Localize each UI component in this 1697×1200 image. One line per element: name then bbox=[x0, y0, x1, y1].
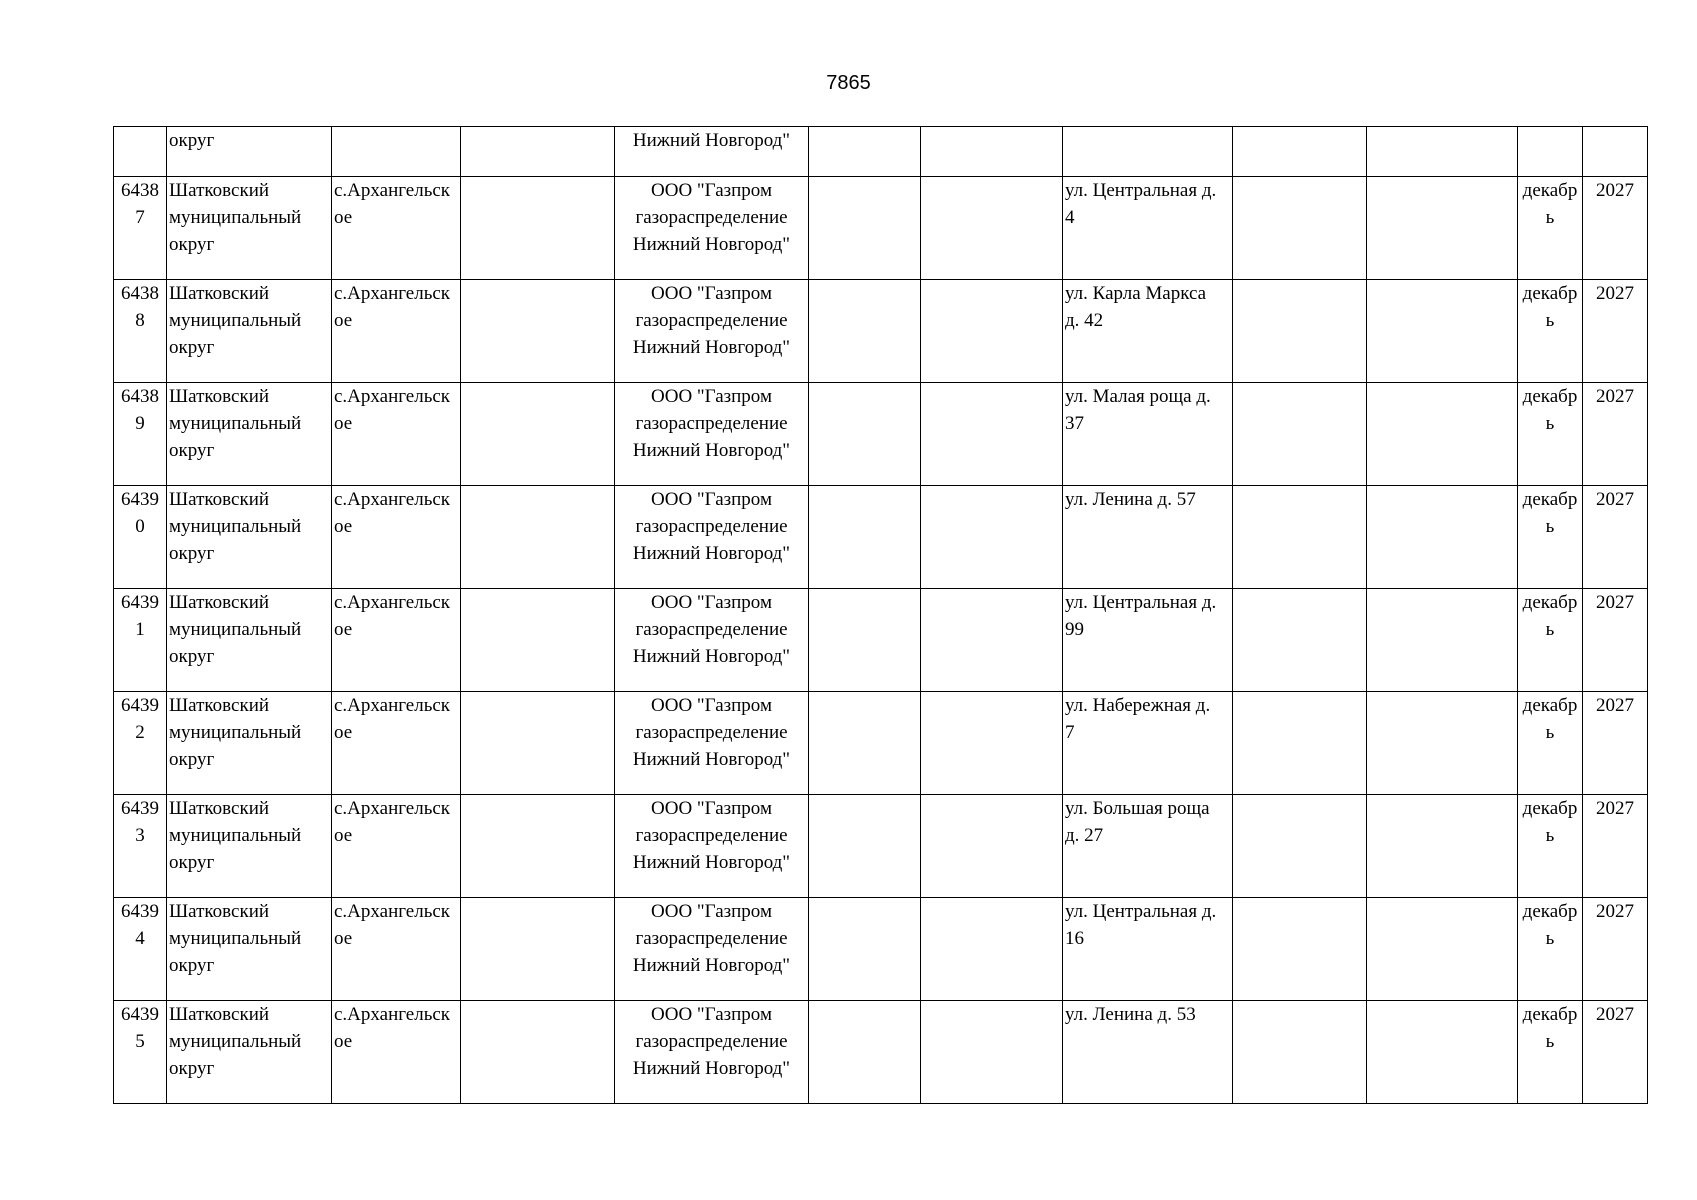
cell-org-line: газораспределение bbox=[635, 516, 788, 537]
cell-address bbox=[1063, 795, 1233, 898]
cell-district-line: Шатковский bbox=[169, 901, 270, 922]
cell-place-line: ое bbox=[334, 825, 353, 846]
cell-district-line: округ bbox=[169, 955, 215, 976]
cell-empty bbox=[1367, 795, 1518, 898]
cell-address-line: ул. Карла Маркса bbox=[1065, 283, 1207, 304]
cell-empty bbox=[461, 127, 615, 177]
cell-address bbox=[1063, 177, 1233, 280]
cell-month bbox=[1518, 127, 1583, 177]
cell-place bbox=[332, 383, 461, 486]
cell-empty bbox=[1367, 692, 1518, 795]
cell-district-line: округ bbox=[169, 337, 215, 358]
cell-month-line: декабр bbox=[1522, 901, 1578, 922]
table-row bbox=[114, 280, 1648, 383]
cell-month bbox=[1518, 486, 1583, 589]
cell-org-line: газораспределение bbox=[635, 619, 788, 640]
cell-address bbox=[1063, 383, 1233, 486]
cell-empty bbox=[809, 589, 921, 692]
cell-district-line: Шатковский bbox=[169, 180, 270, 201]
cell-org bbox=[615, 795, 809, 898]
cell-month-line: декабр bbox=[1522, 180, 1578, 201]
cell-address-line: ул. Ленина д. 57 bbox=[1065, 489, 1196, 510]
cell-empty bbox=[809, 177, 921, 280]
cell-empty bbox=[1233, 486, 1367, 589]
cell-empty bbox=[1367, 589, 1518, 692]
cell-address bbox=[1063, 127, 1233, 177]
cell-num-line: 5 bbox=[135, 1031, 145, 1052]
cell-address bbox=[1063, 1001, 1233, 1104]
cell-place-line: ое bbox=[334, 928, 353, 949]
cell-place bbox=[332, 898, 461, 1001]
cell-district-line: округ bbox=[169, 234, 215, 255]
cell-empty bbox=[921, 280, 1063, 383]
cell-place bbox=[332, 486, 461, 589]
cell-month bbox=[1518, 795, 1583, 898]
cell-empty bbox=[809, 280, 921, 383]
cell-address-line: 99 bbox=[1065, 619, 1084, 640]
cell-month bbox=[1518, 589, 1583, 692]
table-row bbox=[114, 795, 1648, 898]
cell-year: 2027 bbox=[1583, 795, 1648, 898]
cell-empty bbox=[1233, 692, 1367, 795]
cell-place-line: ое bbox=[334, 413, 353, 434]
cell-org bbox=[615, 486, 809, 589]
cell-org-line: газораспределение bbox=[635, 825, 788, 846]
cell-district-line: муниципальный bbox=[169, 1031, 302, 1052]
cell-empty bbox=[461, 486, 615, 589]
cell-district-line: муниципальный bbox=[169, 619, 302, 640]
cell-month-line: декабр bbox=[1522, 283, 1578, 304]
cell-empty bbox=[921, 177, 1063, 280]
cell-month-line: ь bbox=[1545, 619, 1555, 640]
cell-org-line: ООО "Газпром bbox=[651, 592, 772, 613]
cell-address-line: ул. Набережная д. bbox=[1065, 695, 1211, 716]
cell-num-line: 6439 bbox=[121, 901, 159, 922]
cell-empty bbox=[1367, 383, 1518, 486]
cell-place-line: с.Архангельск bbox=[334, 1004, 451, 1025]
cell-empty bbox=[921, 898, 1063, 1001]
cell-address bbox=[1063, 280, 1233, 383]
cell-place-line: с.Архангельск bbox=[334, 489, 451, 510]
cell-num-line: 1 bbox=[135, 619, 145, 640]
cell-empty bbox=[1367, 486, 1518, 589]
cell-month-line: ь bbox=[1545, 310, 1555, 331]
table-row bbox=[114, 692, 1648, 795]
cell-month-line: декабр bbox=[1522, 798, 1578, 819]
cell-month bbox=[1518, 177, 1583, 280]
cell-month-line: ь bbox=[1545, 825, 1555, 846]
table-row bbox=[114, 898, 1648, 1001]
cell-org-line: Нижний Новгород" bbox=[632, 646, 791, 667]
cell-empty bbox=[1233, 127, 1367, 177]
cell-place-line: с.Архангельск bbox=[334, 901, 451, 922]
cell-empty bbox=[1367, 127, 1518, 177]
cell-empty bbox=[1233, 383, 1367, 486]
cell-address-line: ул. Центральная д. bbox=[1065, 180, 1217, 201]
cell-month-line: ь bbox=[1545, 928, 1555, 949]
cell-place bbox=[332, 795, 461, 898]
cell-num-line: 7 bbox=[135, 207, 145, 228]
cell-num bbox=[114, 177, 167, 280]
cell-place bbox=[332, 1001, 461, 1104]
cell-num bbox=[114, 795, 167, 898]
cell-place bbox=[332, 692, 461, 795]
cell-num-line: 0 bbox=[135, 516, 145, 537]
cell-year: 2027 bbox=[1583, 280, 1648, 383]
cell-district bbox=[167, 486, 332, 589]
cell-place bbox=[332, 177, 461, 280]
cell-empty bbox=[461, 280, 615, 383]
cell-district-line: Шатковский bbox=[169, 283, 270, 304]
cell-org-line: Нижний Новгород" bbox=[632, 543, 791, 564]
table-row bbox=[114, 589, 1648, 692]
cell-month-line: ь bbox=[1545, 413, 1555, 434]
cell-address-line: д. 27 bbox=[1065, 825, 1104, 846]
cell-place-line: ое bbox=[334, 1031, 353, 1052]
cell-empty bbox=[921, 692, 1063, 795]
cell-month-line: декабр bbox=[1522, 489, 1578, 510]
cell-year: 2027 bbox=[1583, 177, 1648, 280]
cell-district-line: округ bbox=[169, 749, 215, 770]
cell-place-line: ое bbox=[334, 722, 353, 743]
cell-empty bbox=[1233, 795, 1367, 898]
cell-district bbox=[167, 280, 332, 383]
page-number: 7865 bbox=[826, 72, 871, 94]
cell-num-line: 3 bbox=[135, 825, 145, 846]
cell-empty bbox=[809, 1001, 921, 1104]
cell-place-line: ое bbox=[334, 516, 353, 537]
cell-org-line: ООО "Газпром bbox=[651, 180, 772, 201]
cell-org-line: Нижний Новгород" bbox=[632, 955, 791, 976]
cell-num bbox=[114, 692, 167, 795]
cell-org-line: газораспределение bbox=[635, 413, 788, 434]
cell-month-line: ь bbox=[1545, 207, 1555, 228]
cell-empty bbox=[921, 589, 1063, 692]
table-row bbox=[114, 177, 1648, 280]
cell-empty bbox=[921, 1001, 1063, 1104]
cell-district-line: муниципальный bbox=[169, 310, 302, 331]
cell-num bbox=[114, 383, 167, 486]
cell-place bbox=[332, 589, 461, 692]
cell-month bbox=[1518, 692, 1583, 795]
cell-empty bbox=[809, 898, 921, 1001]
cell-month-line: ь bbox=[1545, 1031, 1555, 1052]
cell-place-line: ое bbox=[334, 207, 353, 228]
cell-org-line: газораспределение bbox=[635, 722, 788, 743]
cell-district-line: Шатковский bbox=[169, 798, 270, 819]
cell-empty bbox=[1233, 177, 1367, 280]
cell-org bbox=[615, 383, 809, 486]
cell-num bbox=[114, 280, 167, 383]
cell-place bbox=[332, 127, 461, 177]
cell-empty bbox=[461, 177, 615, 280]
cell-district-line: муниципальный bbox=[169, 928, 302, 949]
cell-address-line: 16 bbox=[1065, 928, 1084, 949]
cell-month-line: декабр bbox=[1522, 386, 1578, 407]
data-table bbox=[113, 126, 1648, 1104]
cell-num-line: 6439 bbox=[121, 798, 159, 819]
cell-num-line: 6438 bbox=[121, 180, 159, 201]
cell-district bbox=[167, 1001, 332, 1104]
cell-address-line: ул. Ленина д. 53 bbox=[1065, 1004, 1196, 1025]
cell-district-line: муниципальный bbox=[169, 207, 302, 228]
cell-district-line: Шатковский bbox=[169, 592, 270, 613]
cell-empty bbox=[461, 692, 615, 795]
cell-place-line: с.Архангельск bbox=[334, 180, 451, 201]
table-row bbox=[114, 383, 1648, 486]
cell-num-line: 4 bbox=[135, 928, 145, 949]
cell-empty bbox=[921, 383, 1063, 486]
cell-num-line: 2 bbox=[135, 722, 145, 743]
cell-num-line: 9 bbox=[135, 413, 145, 434]
cell-org bbox=[615, 589, 809, 692]
cell-month-line: ь bbox=[1545, 722, 1555, 743]
cell-org-line: Нижний Новгород" bbox=[632, 337, 791, 358]
cell-year: 2027 bbox=[1583, 589, 1648, 692]
cell-district-line: Шатковский bbox=[169, 1004, 270, 1025]
cell-empty bbox=[1367, 280, 1518, 383]
cell-org-line: ООО "Газпром bbox=[651, 798, 772, 819]
cell-empty bbox=[921, 486, 1063, 589]
cell-org-line: ООО "Газпром bbox=[651, 901, 772, 922]
cell-address bbox=[1063, 898, 1233, 1001]
cell-address-line: 4 bbox=[1065, 207, 1075, 228]
cell-address-line: ул. Центральная д. bbox=[1065, 901, 1217, 922]
cell-year: 2027 bbox=[1583, 1001, 1648, 1104]
cell-year: 2027 bbox=[1583, 383, 1648, 486]
cell-empty bbox=[1233, 1001, 1367, 1104]
cell-num-line: 6438 bbox=[121, 283, 159, 304]
cell-empty bbox=[809, 692, 921, 795]
cell-place-line: с.Архангельск bbox=[334, 386, 451, 407]
cell-address-line: д. 42 bbox=[1065, 310, 1104, 331]
cell-month-line: ь bbox=[1545, 516, 1555, 537]
cell-org bbox=[615, 898, 809, 1001]
cell-place-line: с.Архангельск bbox=[334, 592, 451, 613]
cell-org-line: Нижний Новгород" bbox=[632, 1058, 791, 1079]
cell-month bbox=[1518, 898, 1583, 1001]
cell-month-line: декабр bbox=[1522, 1004, 1578, 1025]
cell-district: округ bbox=[167, 127, 332, 177]
cell-num-line: 6439 bbox=[121, 1004, 159, 1025]
cell-empty bbox=[1233, 280, 1367, 383]
cell-org: Нижний Новгород" bbox=[615, 127, 809, 177]
cell-num bbox=[114, 486, 167, 589]
cell-empty bbox=[1367, 1001, 1518, 1104]
cell-org-line: газораспределение bbox=[635, 310, 788, 331]
cell-address-line: ул. Центральная д. bbox=[1065, 592, 1217, 613]
cell-num bbox=[114, 898, 167, 1001]
cell-address bbox=[1063, 486, 1233, 589]
cell-org-line: ООО "Газпром bbox=[651, 1004, 772, 1025]
cell-district bbox=[167, 898, 332, 1001]
cell-empty bbox=[461, 383, 615, 486]
cell-district bbox=[167, 692, 332, 795]
cell-org-line: ООО "Газпром bbox=[651, 489, 772, 510]
cell-num bbox=[114, 127, 167, 177]
cell-org-line: ООО "Газпром bbox=[651, 283, 772, 304]
cell-empty bbox=[809, 486, 921, 589]
cell-org-line: газораспределение bbox=[635, 928, 788, 949]
cell-month-line: декабр bbox=[1522, 695, 1578, 716]
cell-empty bbox=[809, 127, 921, 177]
cell-empty bbox=[809, 383, 921, 486]
cell-empty bbox=[461, 589, 615, 692]
cell-num-line: 6438 bbox=[121, 386, 159, 407]
cell-month bbox=[1518, 280, 1583, 383]
cell-year: 2027 bbox=[1583, 692, 1648, 795]
cell-district-line: округ bbox=[169, 646, 215, 667]
cell-org-line: Нижний Новгород" bbox=[632, 234, 791, 255]
cell-month bbox=[1518, 1001, 1583, 1104]
cell-num bbox=[114, 1001, 167, 1104]
cell-address-line: 7 bbox=[1065, 722, 1075, 743]
cell-place-line: ое bbox=[334, 619, 353, 640]
cell-district-line: округ bbox=[169, 543, 215, 564]
cell-org bbox=[615, 177, 809, 280]
cell-empty bbox=[809, 795, 921, 898]
cell-org-line: Нижний Новгород" bbox=[632, 852, 791, 873]
cell-place-line: ое bbox=[334, 310, 353, 331]
cell-org-line: Нижний Новгород" bbox=[632, 440, 791, 461]
cell-district-line: муниципальный bbox=[169, 516, 302, 537]
cell-place-line: с.Архангельск bbox=[334, 283, 451, 304]
cell-empty bbox=[921, 795, 1063, 898]
cell-num bbox=[114, 589, 167, 692]
cell-district bbox=[167, 177, 332, 280]
cell-num-line: 8 bbox=[135, 310, 145, 331]
cell-district-line: Шатковский bbox=[169, 695, 270, 716]
cell-address-line: 37 bbox=[1065, 413, 1084, 434]
cell-address-line: ул. Большая роща bbox=[1065, 798, 1210, 819]
cell-year: 2027 bbox=[1583, 486, 1648, 589]
table-row bbox=[114, 486, 1648, 589]
cell-org-line: Нижний Новгород" bbox=[632, 749, 791, 770]
cell-district-line: Шатковский bbox=[169, 489, 270, 510]
cell-district bbox=[167, 589, 332, 692]
cell-num-line: 6439 bbox=[121, 592, 159, 613]
cell-org-line: газораспределение bbox=[635, 207, 788, 228]
cell-year: 2027 bbox=[1583, 898, 1648, 1001]
table-row-continuation bbox=[114, 127, 1648, 177]
cell-num-line: 6439 bbox=[121, 695, 159, 716]
cell-empty bbox=[921, 127, 1063, 177]
cell-empty bbox=[1233, 898, 1367, 1001]
cell-empty bbox=[461, 1001, 615, 1104]
cell-address-line: ул. Малая роща д. bbox=[1065, 386, 1211, 407]
cell-district bbox=[167, 383, 332, 486]
cell-place-line: с.Архангельск bbox=[334, 798, 451, 819]
cell-district bbox=[167, 795, 332, 898]
cell-district-line: муниципальный bbox=[169, 413, 302, 434]
cell-district-line: Шатковский bbox=[169, 386, 270, 407]
cell-org bbox=[615, 280, 809, 383]
cell-num-line: 6439 bbox=[121, 489, 159, 510]
table-row bbox=[114, 1001, 1648, 1104]
cell-address bbox=[1063, 589, 1233, 692]
cell-empty bbox=[461, 898, 615, 1001]
cell-district-line: муниципальный bbox=[169, 722, 302, 743]
cell-empty bbox=[1233, 589, 1367, 692]
cell-org-line: ООО "Газпром bbox=[651, 695, 772, 716]
cell-address bbox=[1063, 692, 1233, 795]
cell-district-line: округ bbox=[169, 852, 215, 873]
cell-org-line: газораспределение bbox=[635, 1031, 788, 1052]
cell-org bbox=[615, 1001, 809, 1104]
cell-district-line: округ bbox=[169, 1058, 215, 1079]
cell-empty bbox=[1367, 177, 1518, 280]
cell-month-line: декабр bbox=[1522, 592, 1578, 613]
cell-district-line: муниципальный bbox=[169, 825, 302, 846]
cell-empty bbox=[1367, 898, 1518, 1001]
cell-month bbox=[1518, 383, 1583, 486]
cell-place bbox=[332, 280, 461, 383]
cell-district-line: округ bbox=[169, 440, 215, 461]
cell-year bbox=[1583, 127, 1648, 177]
cell-org-line: ООО "Газпром bbox=[651, 386, 772, 407]
cell-org bbox=[615, 692, 809, 795]
cell-empty bbox=[461, 795, 615, 898]
cell-place-line: с.Архангельск bbox=[334, 695, 451, 716]
